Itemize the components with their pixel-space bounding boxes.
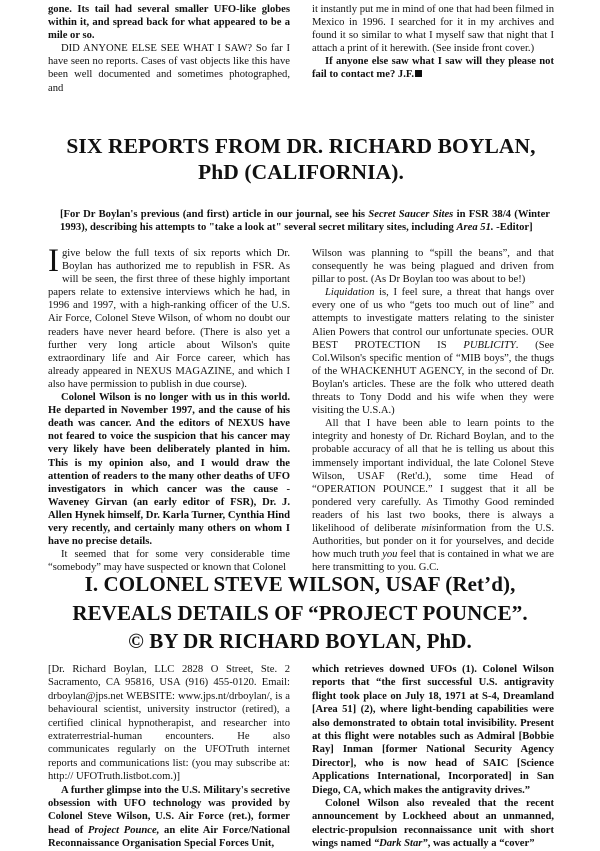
- top-left-column: [48, 3, 290, 95]
- bottom-right-para-2: Colonel Wilson also revealed that the recent announcement by Lockheed about an unmanned, electric-propulsion reconnaissance unit with short wings named “Dark Star”, was actually a “cover”: [312, 798, 554, 850]
- bottom-left-para-1: [Dr. Richard Boylan, LLC 2828 O Street, Ste. 2 Sacramento, CA 95816, USA (916) 455-0120. Email: drboylan@jps.net WEBSITE: www.jps.nt/drboylan/, is a behavioural scientist, university instructor (retired), a certified clinical hypnotherapist, and researcher into extraterrestrial-human encounters. He also communicates regularly on the UFOTruth internet reports and communications list: (you may subscribe at: http:// UFOTruth.listbot.com.)]: [48, 664, 290, 783]
- editor-intro: [For Dr Boylan's previous (and first) article in our journal, see his Secret Saucer Sites in FSR 38/4 (Winter 1993), describing his attempts to "take a look at" several secret military sites, including Area 51. -Editor]: [60, 209, 550, 234]
- headline2-line3: © BY DR RICHARD BOYLAN, PhD.: [128, 629, 472, 653]
- top-left-para-2: DID ANYONE ELSE SEE WHAT I SAW? So far I have seen no reports. Cases of vast objects like this have been well documented and sometimes photographed, and: [48, 43, 290, 94]
- headline-colonel-wilson: [44, 570, 556, 656]
- top-right-column: [312, 3, 554, 82]
- bottom-right-para-1: which retrieves downed UFOs (1). Colonel Wilson reports that “the first successful U.S. antigravity flight took place on July 18, 1971 at S-4, Dreamland [Area 51] (2), where light-bending capabilities were also demonstrated to obtain total invisibility. Present at this flight were notables such as Admiral [Bobbie Ray] Inman [former National Security Agency Director], who is now head of SAIC [Science Applications International, Incorporated] in San Diego, CA, which makes the antigravity drives.”: [312, 664, 554, 796]
- end-mark-square-icon: [415, 70, 422, 77]
- headline2-line1: I. COLONEL STEVE WILSON, USAF (Ret’d),: [84, 572, 516, 596]
- mid-right-para-1: Wilson was planning to “spill the beans”, and that consequently he was being plagued and driven from pillar to post. (As Dr Boylan too was about to be!): [312, 248, 554, 286]
- bottom-left-column: [48, 663, 290, 851]
- mid-left-para-1: Igive below the full texts of six reports which Dr. Boylan has authorized me to republish in FSR. As will be seen, the first three of these highly important papers relate to extensive interviews which he had, in 1996 and 1997, with a high-ranking officer of the U.S. Air Force, Colonel Steve Wilson, of whom no doubt our readers have never heard before. (There is also yet a further very long article about Wilson's quite extraordinary life and Air Force career, which has already appeared in NEXUS MAGAZINE, and which I also have permission to publish in due course).: [48, 243, 290, 390]
- top-left-para-1: gone. Its tail had several smaller UFO-like globes within it, and spread back for what appeared to be a mile or so.: [48, 4, 290, 42]
- mid-right-para-3: All that I have been able to learn points to the integrity and honesty of Dr. Richard Boylan, and to the probable accuracy of all that he is telling us about this immensely important individual, the late Colonel Steve Wilson, USAF (Ret'd.), some time Head of “OPERATION POUNCE.” I suggest that it all be pondered very carefully. As Timothy Good reminded readers of his last two books, there is always a likelihood of deliberate misinformation from the U.S. Authorities, but ponder on it for yourselves, and decide how much truth you feel that is contained in what we are here transmitting to you. G.C.: [312, 418, 555, 574]
- drop-cap: I: [48, 243, 59, 279]
- mid-left-para-3: It seemed that for some very considerable time “somebody” may have suspected or known that Colonel: [48, 549, 290, 574]
- middle-right-column: [312, 247, 554, 574]
- headline-six-reports: SIX REPORTS FROM DR. RICHARD BOYLAN, PhD (CALIFORNIA).: [66, 134, 536, 184]
- bottom-left-para-2: A further glimpse into the U.S. Military's secretive obsession with UFO technology was provided by Colonel Steve Wilson, U.S. Air Force (ret.), former head of Project Pounce, an elite Air Force/National Reconnaissance Organisation Special Forces Unit,: [48, 784, 291, 850]
- top-right-para-2: If anyone else saw what I saw will they please not fail to contact me? J.F.: [312, 56, 554, 81]
- top-right-para-1: it instantly put me in mind of one that had been filmed in Mexico in 1996. I searched for it in my archives and found it so similar to what I myself saw that night that I attach a print of it herewith. (See inside front cover.): [312, 4, 554, 55]
- middle-left-column: [48, 243, 290, 574]
- mid-left-para-2: Colonel Wilson is no longer with us in this world. He departed in November 1997, and the cause of his death was cancer. And the editors of NEXUS have not feared to voice the suspicion that his cancer may very likely have been deliberately planted in him. This is my opinion also, and I would draw the attention of readers to the many other deaths of UFO investigators in which cancer was the cause - Waveney Girvan (an early editor of FSR), Dr. J. Allen Hynek himself, Dr. Karla Turner, Cynthia Hind very recently, and certainly many others on whom I have no precise details.: [48, 392, 290, 548]
- headline2-line2: REVEALS DETAILS OF “PROJECT POUNCE”.: [72, 600, 528, 625]
- bottom-right-column: [312, 663, 554, 851]
- mid-right-para-2: Liquidation is, I feel sure, a threat that hangs over every one of us who “gets too much out of line” and attempts to investigate matters relating to the sinister Alien Powers that control our unfortunate species. OUR BEST PROTECTION IS PUBLICITY. (See Col.Wilson's specific mention of “MIB boys”, the thugs of the WHACKENHUT AGENCY, in the second of Dr. Boylan's articles. These are the folk who uttered death threats to Tony Dodd and his wife when they were visiting the U.S.A.): [312, 287, 554, 417]
